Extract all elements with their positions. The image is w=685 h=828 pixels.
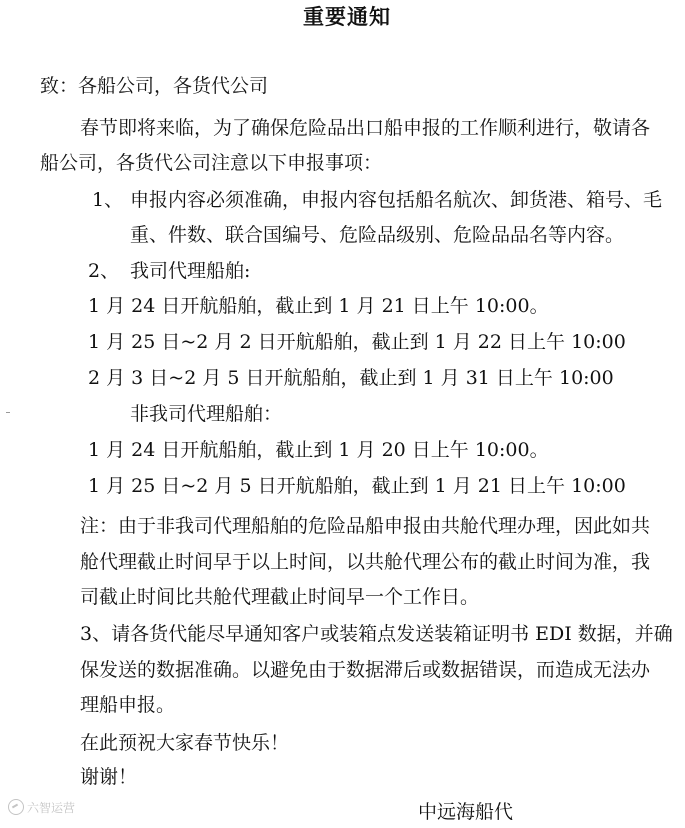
other-schedule-1: 1 月 24 日开航船舶，截止到 1 月 20 日上午 10:00。 <box>88 439 549 461</box>
watermark-text: 六智运营 <box>27 801 76 815</box>
other-schedule-2: 1 月 25 日~2 月 5 日开航船舶，截止到 1 月 21 日上午 10:00 <box>88 475 626 497</box>
item-2-heading: 我司代理船舶: <box>130 260 251 282</box>
item-3-line-2: 保发送的数据准确。以避免由于数据滞后或数据错误，而造成无法办 <box>80 659 651 681</box>
notice-title: 重要通知 <box>303 4 391 29</box>
item-1-line-2: 重、件数、联合国编号、危险品级别、危险品品名等内容。 <box>130 224 625 246</box>
chat-bubble-icon <box>8 799 24 815</box>
item-1-line-1: 申报内容必须准确，申报内容包括船名航次、卸货港、箱号、毛 <box>130 189 663 211</box>
note-line-1: 注：由于非我司代理船舶的危险品船申报由共舱代理办理，因此如共 <box>80 515 651 537</box>
watermark <box>8 799 75 816</box>
other-heading: 非我司代理船舶： <box>130 403 283 425</box>
salutation: 致：各船公司，各货代公司 <box>40 75 269 97</box>
note-line-2: 舱代理截止时间早于以上时间，以共舱代理公布的截止时间为准，我 <box>80 551 651 573</box>
note-line-3: 司截止时间比共舱代理截止时间早一个工作日。 <box>80 586 480 608</box>
own-schedule-1: 1 月 24 日开航船舶，截止到 1 月 21 日上午 10:00。 <box>88 295 549 317</box>
closing-wish: 在此预祝大家春节快乐！ <box>80 732 290 754</box>
margin-mark <box>6 412 10 413</box>
item-1-number: 1、 <box>92 189 124 211</box>
signature: 中远海船代 <box>418 801 514 823</box>
intro-line-1: 春节即将来临，为了确保危险品出口船申报的工作顺利进行，敬请各 <box>80 117 651 139</box>
thanks: 谢谢！ <box>80 766 138 788</box>
item-3-line-3: 理船申报。 <box>80 694 176 716</box>
item-2-number: 2、 <box>88 260 120 282</box>
own-schedule-2: 1 月 25 日~2 月 2 日开航船舶，截止到 1 月 22 日上午 10:00 <box>88 331 626 353</box>
item-3-line-1: 3、请各货代能尽早通知客户或装箱点发送装箱证明书 EDI 数据，并确 <box>80 623 673 645</box>
own-schedule-3: 2 月 3 日~2 月 5 日开航船舶，截止到 1 月 31 日上午 10:00 <box>88 367 614 389</box>
intro-line-2: 船公司，各货代公司注意以下申报事项： <box>40 152 383 174</box>
